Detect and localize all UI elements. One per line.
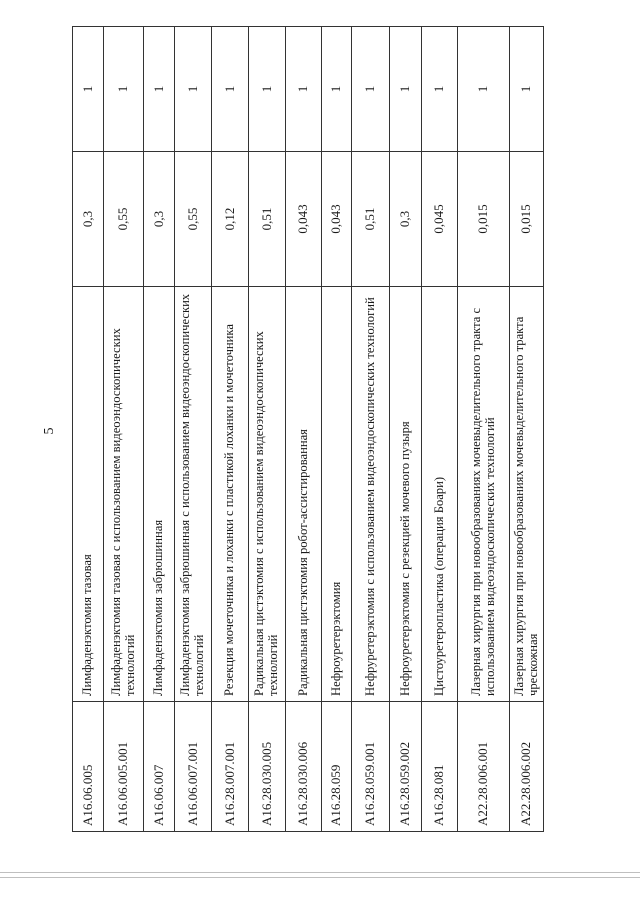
service-code: A22.28.006.002 (510, 702, 544, 832)
service-code: A16.06.005.001 (104, 702, 144, 832)
service-code: A22.28.006.001 (458, 702, 510, 832)
service-multiplicity: 1 (352, 27, 390, 152)
service-multiplicity: 1 (144, 27, 175, 152)
service-name: Резекция мочеточника и лоханки с пластикой лоханки и мочеточника (212, 287, 249, 702)
service-name: Цистоуретеропластика (операция Боари) (422, 287, 458, 702)
service-name: Лимфаденэктомия тазовая с использованием видеоэндоскопических технологий (104, 287, 144, 702)
service-code: A16.06.007 (144, 702, 175, 832)
service-multiplicity: 1 (249, 27, 286, 152)
table-row (422, 27, 458, 832)
service-code: A16.28.081 (422, 702, 458, 832)
service-multiplicity: 1 (175, 27, 212, 152)
service-coefficient: 0,55 (175, 152, 212, 287)
table-row (510, 27, 544, 832)
service-code: A16.28.059.002 (390, 702, 422, 832)
service-name: Радикальная цистэктомия с использованием видеоэндоскопических технологий (249, 287, 286, 702)
table-row (144, 27, 175, 832)
service-coefficient: 0,3 (390, 152, 422, 287)
service-coefficient: 0,015 (510, 152, 544, 287)
service-name: Лазерная хирургия при новообразованиях мочевыделительного тракта с использованием видеоэндоскопических технологий (458, 287, 510, 702)
service-coefficient: 0,51 (249, 152, 286, 287)
services-table (72, 26, 544, 832)
table-row (175, 27, 212, 832)
scan-line (0, 872, 640, 873)
rotated-table-container (72, 27, 543, 832)
service-multiplicity: 1 (458, 27, 510, 152)
table-row (458, 27, 510, 832)
page-number: 5 (42, 427, 57, 435)
service-multiplicity: 1 (322, 27, 352, 152)
table-row (104, 27, 144, 832)
service-multiplicity: 1 (286, 27, 322, 152)
scan-line (0, 877, 640, 878)
service-coefficient: 0,045 (422, 152, 458, 287)
service-multiplicity: 1 (73, 27, 104, 152)
service-coefficient: 0,043 (322, 152, 352, 287)
service-name: Лимфаденэктомия забрюшинная с использованием видеоэндоскопических технологий (175, 287, 212, 702)
service-code: A16.06.007.001 (175, 702, 212, 832)
service-name: Нефруретерэктомия с использованием видеоэндоскопических технологий (352, 287, 390, 702)
service-multiplicity: 1 (422, 27, 458, 152)
service-coefficient: 0,043 (286, 152, 322, 287)
service-name: Нефроуретерэктомия с резекцией мочевого пузыря (390, 287, 422, 702)
service-coefficient: 0,3 (73, 152, 104, 287)
service-name: Лимфаденэктомия тазовая (73, 287, 104, 702)
service-code: A16.28.059.001 (352, 702, 390, 832)
service-multiplicity: 1 (104, 27, 144, 152)
service-name: Лазерная хирургия при новообразованиях мочевыделительного тракта чрескожная (510, 287, 544, 702)
service-coefficient: 0,55 (104, 152, 144, 287)
service-name: Радикальная цистэктомия робот-ассистированная (286, 287, 322, 702)
service-code: A16.28.030.006 (286, 702, 322, 832)
table-row (286, 27, 322, 832)
table-row (73, 27, 104, 832)
service-code: A16.06.005 (73, 702, 104, 832)
service-code: A16.28.007.001 (212, 702, 249, 832)
service-coefficient: 0,015 (458, 152, 510, 287)
service-coefficient: 0,3 (144, 152, 175, 287)
service-multiplicity: 1 (212, 27, 249, 152)
table-row (249, 27, 286, 832)
service-code: A16.28.059 (322, 702, 352, 832)
service-multiplicity: 1 (510, 27, 544, 152)
table-row (212, 27, 249, 832)
service-name: Нефроуретерэктомия (322, 287, 352, 702)
service-multiplicity: 1 (390, 27, 422, 152)
table-row (352, 27, 390, 832)
service-name: Лимфаденэктомия забрюшинная (144, 287, 175, 702)
service-coefficient: 0,51 (352, 152, 390, 287)
table-row (390, 27, 422, 832)
service-code: A16.28.030.005 (249, 702, 286, 832)
table-row (322, 27, 352, 832)
service-coefficient: 0,12 (212, 152, 249, 287)
